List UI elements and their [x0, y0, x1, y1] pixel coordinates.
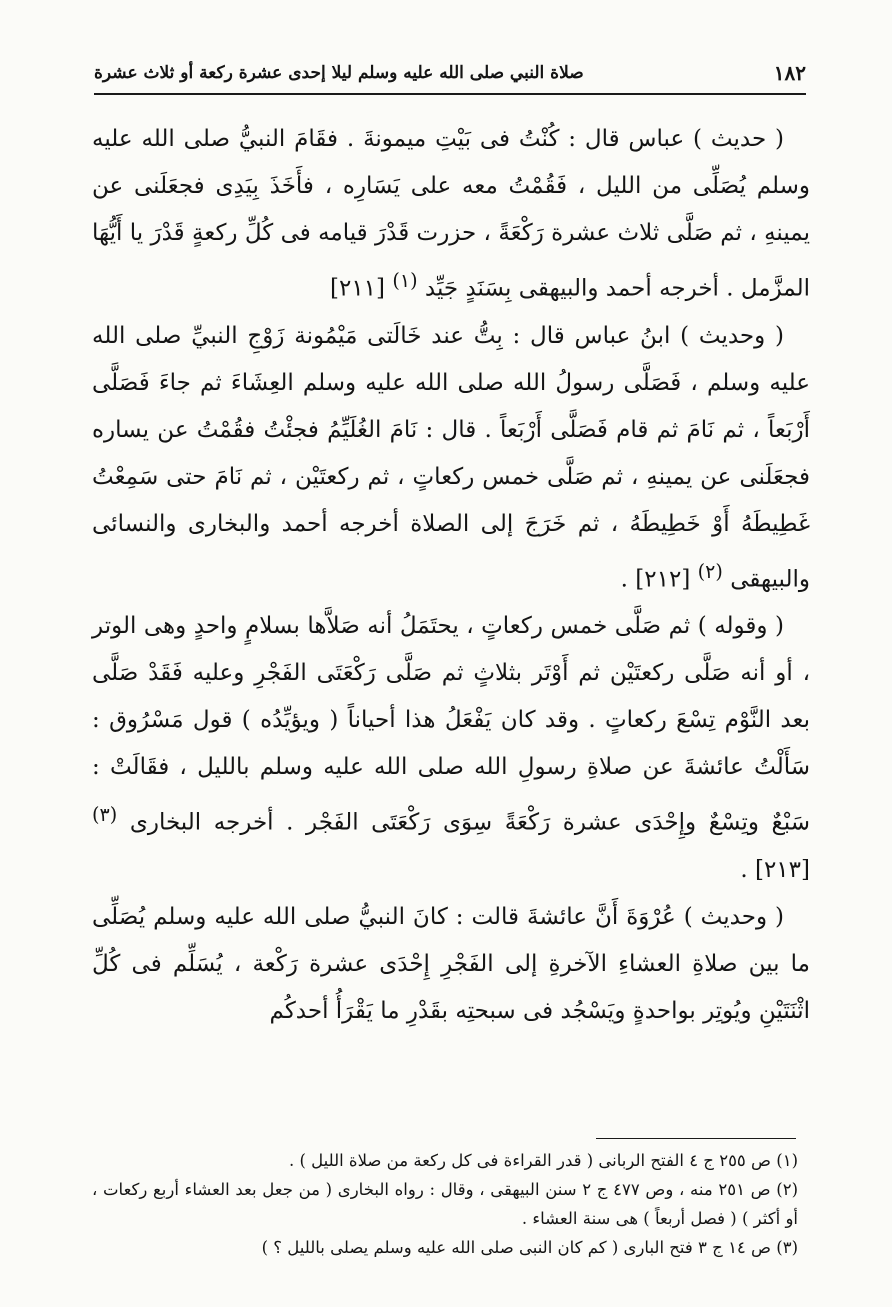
- paragraph-commentary: [92, 603, 810, 894]
- footnote-mark: (٢): [697, 559, 723, 583]
- footnote-rule: [596, 1138, 796, 1139]
- paragraph-text: ( وقوله ) ثم صَلَّى خمس ركعاتٍ ، يحتَمَلُ أنه صَلاَّها بسلامٍ واحدٍ وهى الوتر ، أو أنه صَلَّى ركعتَيْن ثم أَوْتَر بثلاثٍ ثم صَلَّى رَكْعَتَى الفَجْرِ وعليه فَقَدْ صَلَّى بعد النَّوْم تِسْعَ ركعاتٍ . وقد كان يَفْعَلُ هذا أحياناً ( ويؤيِّدُه ) قول مَسْرُوق : سَأَلْتُ عائشةَ عن صلاةِ رسولِ الله صلى الله عليه وسلم بالليل ، فقَالَتْ : سَبْعٌ وتِسْعٌ وإِحْدَى عشرة رَكْعَةً سِوَى رَكْعَتَى الفَجْر . أخرجه البخارى: [92, 613, 810, 836]
- footnote-3: (٣) ص ١٤ ج ٣ فتح البارى ( كم كان النبى صلى الله عليه وسلم يصلى بالليل ؟ ): [261, 1238, 798, 1257]
- footnote-1: (١) ص ٢٥٥ ج ٤ الفتح الربانى ( قدر القراءة فى كل ركعة من صلاة الليل ) .: [288, 1151, 798, 1170]
- paragraph-text: ( وحديث ) ابنُ عباس قال : بِتُّ عند خَالَتى مَيْمُونة زَوْجِ النبيِّ صلى الله عليه وسلم ، فَصَلَّى رسولُ الله صلى الله عليه وسلم العِشَاءَ ثم جاءَ فَصَلَّى أَرْبَعاً ، ثم نَامَ ثم قام فَصَلَّى أَرْبَعاً . قال : نَامَ الغُلَيِّمُ فجئْتُ فقُمْتُ عن يساره فجعَلَنى عن يمينهِ ، ثم صَلَّى خمس ركعاتٍ ، ثم ركعتَيْن ، ثم نَامَ حتى سَمِعْتُ غَطِيطَهُ أَوْ خَطِيطَهُ ، ثم خَرَجَ إلى الصلاة أخرجه أحمد والبخارى والنسائى والبيهقى: [92, 322, 810, 593]
- running-title: صلاة النبي صلى الله عليه وسلم ليلا إحدى عشرة ركعة أو ثلاث عشرة: [94, 63, 584, 83]
- footnote-mark: (١): [392, 269, 418, 292]
- hadith-reference-number: [٢١٣] .: [740, 856, 810, 883]
- paragraph-text: ( حديث ) عباس قال : كُنْتُ فى بَيْتِ ميمونةَ . فقَامَ النبيُّ صلى الله عليه وسلم يُصَلِّى من الليل ، فَقُمْتُ معه على يَسَارِه ، فأَخَذَ بِيَدِى فجعَلَنى عن يمينهِ ، ثم صَلَّى ثلاث عشرة رَكْعَةً ، حزرت قَدْرَ قيامه فى كُلِّ ركعةٍ قَدْرَ يا أَيُّهَا المزَّمل . أخرجه أحمد والبيهقى بِسَنَدٍ جَيِّد: [92, 126, 810, 302]
- main-text: [92, 116, 810, 1035]
- hadith-reference-number: [٢١١]: [329, 275, 386, 302]
- footnote-mark: (٣): [92, 803, 118, 827]
- footnotes: [92, 1146, 810, 1262]
- page-number: ١٨٢: [773, 61, 806, 85]
- footnote-2: (٢) ص ٢٥١ منه ، وص ٤٧٧ ج ٢ سنن البيهقى ، وقال : رواه البخارى ( من جعل بعد العشاء أربع ركعات ، أو أكثر ) ( فصل أربعاً ) هى سنة العشاء .: [92, 1180, 799, 1228]
- paragraph-hadith-ibn-abbas-2: [92, 313, 810, 604]
- paragraph-hadith-urwa: [92, 894, 810, 1035]
- header-rule: [94, 93, 806, 95]
- paragraph-hadith-ibn-abbas-1: [92, 116, 810, 313]
- running-header: [94, 58, 806, 88]
- hadith-reference-number: [٢١٢] .: [620, 566, 691, 593]
- paragraph-text: ( وحديث ) عُرْوَةَ أَنَّ عائشةَ قالت : كانَ النبيُّ صلى الله عليه وسلم يُصَلِّى ما بين صلاةِ العشاءِ الآخرةِ إلى الفَجْرِ إِحْدَى عشرة رَكْعة ، يُسَلِّم فى كُلِّ اثْنَتَيْنِ ويُوتِر بواحدةٍ ويَسْجُد فى سبحتِه بقَدْرِ ما يَقْرَأُ أحدكُم: [92, 903, 810, 1024]
